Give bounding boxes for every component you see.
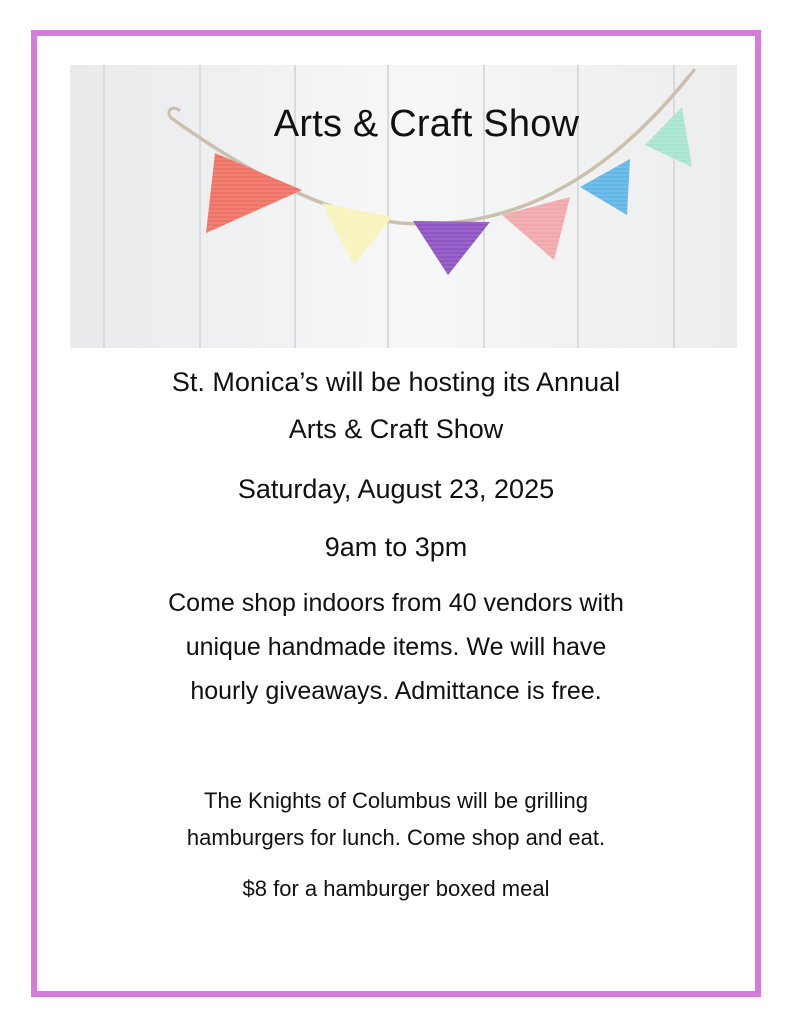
flyer-frame — [31, 30, 761, 997]
details-line-1: Come shop indoors from 40 vendors with — [168, 589, 624, 617]
food-line-1: The Knights of Columbus will be grilling — [204, 788, 588, 813]
food-line-2: hamburgers for lunch. Come shop and eat. — [186, 825, 606, 850]
event-time: 9am to 3pm — [324, 532, 468, 562]
details-line-2: unique handmade items. We will have — [185, 633, 607, 661]
host-announcement-line-2: Arts & Craft Show — [288, 414, 504, 444]
details-line-3: hourly giveaways. Admittance is free. — [190, 677, 602, 705]
meal-price: $8 for a hamburger boxed meal — [242, 876, 550, 901]
host-announcement-line-1: St. Monica’s will be hosting its Annual — [171, 367, 621, 397]
banner-title: Arts & Craft Show — [273, 103, 580, 145]
event-date: Saturday, August 23, 2025 — [237, 474, 555, 504]
bunting-banner-image — [70, 65, 737, 348]
